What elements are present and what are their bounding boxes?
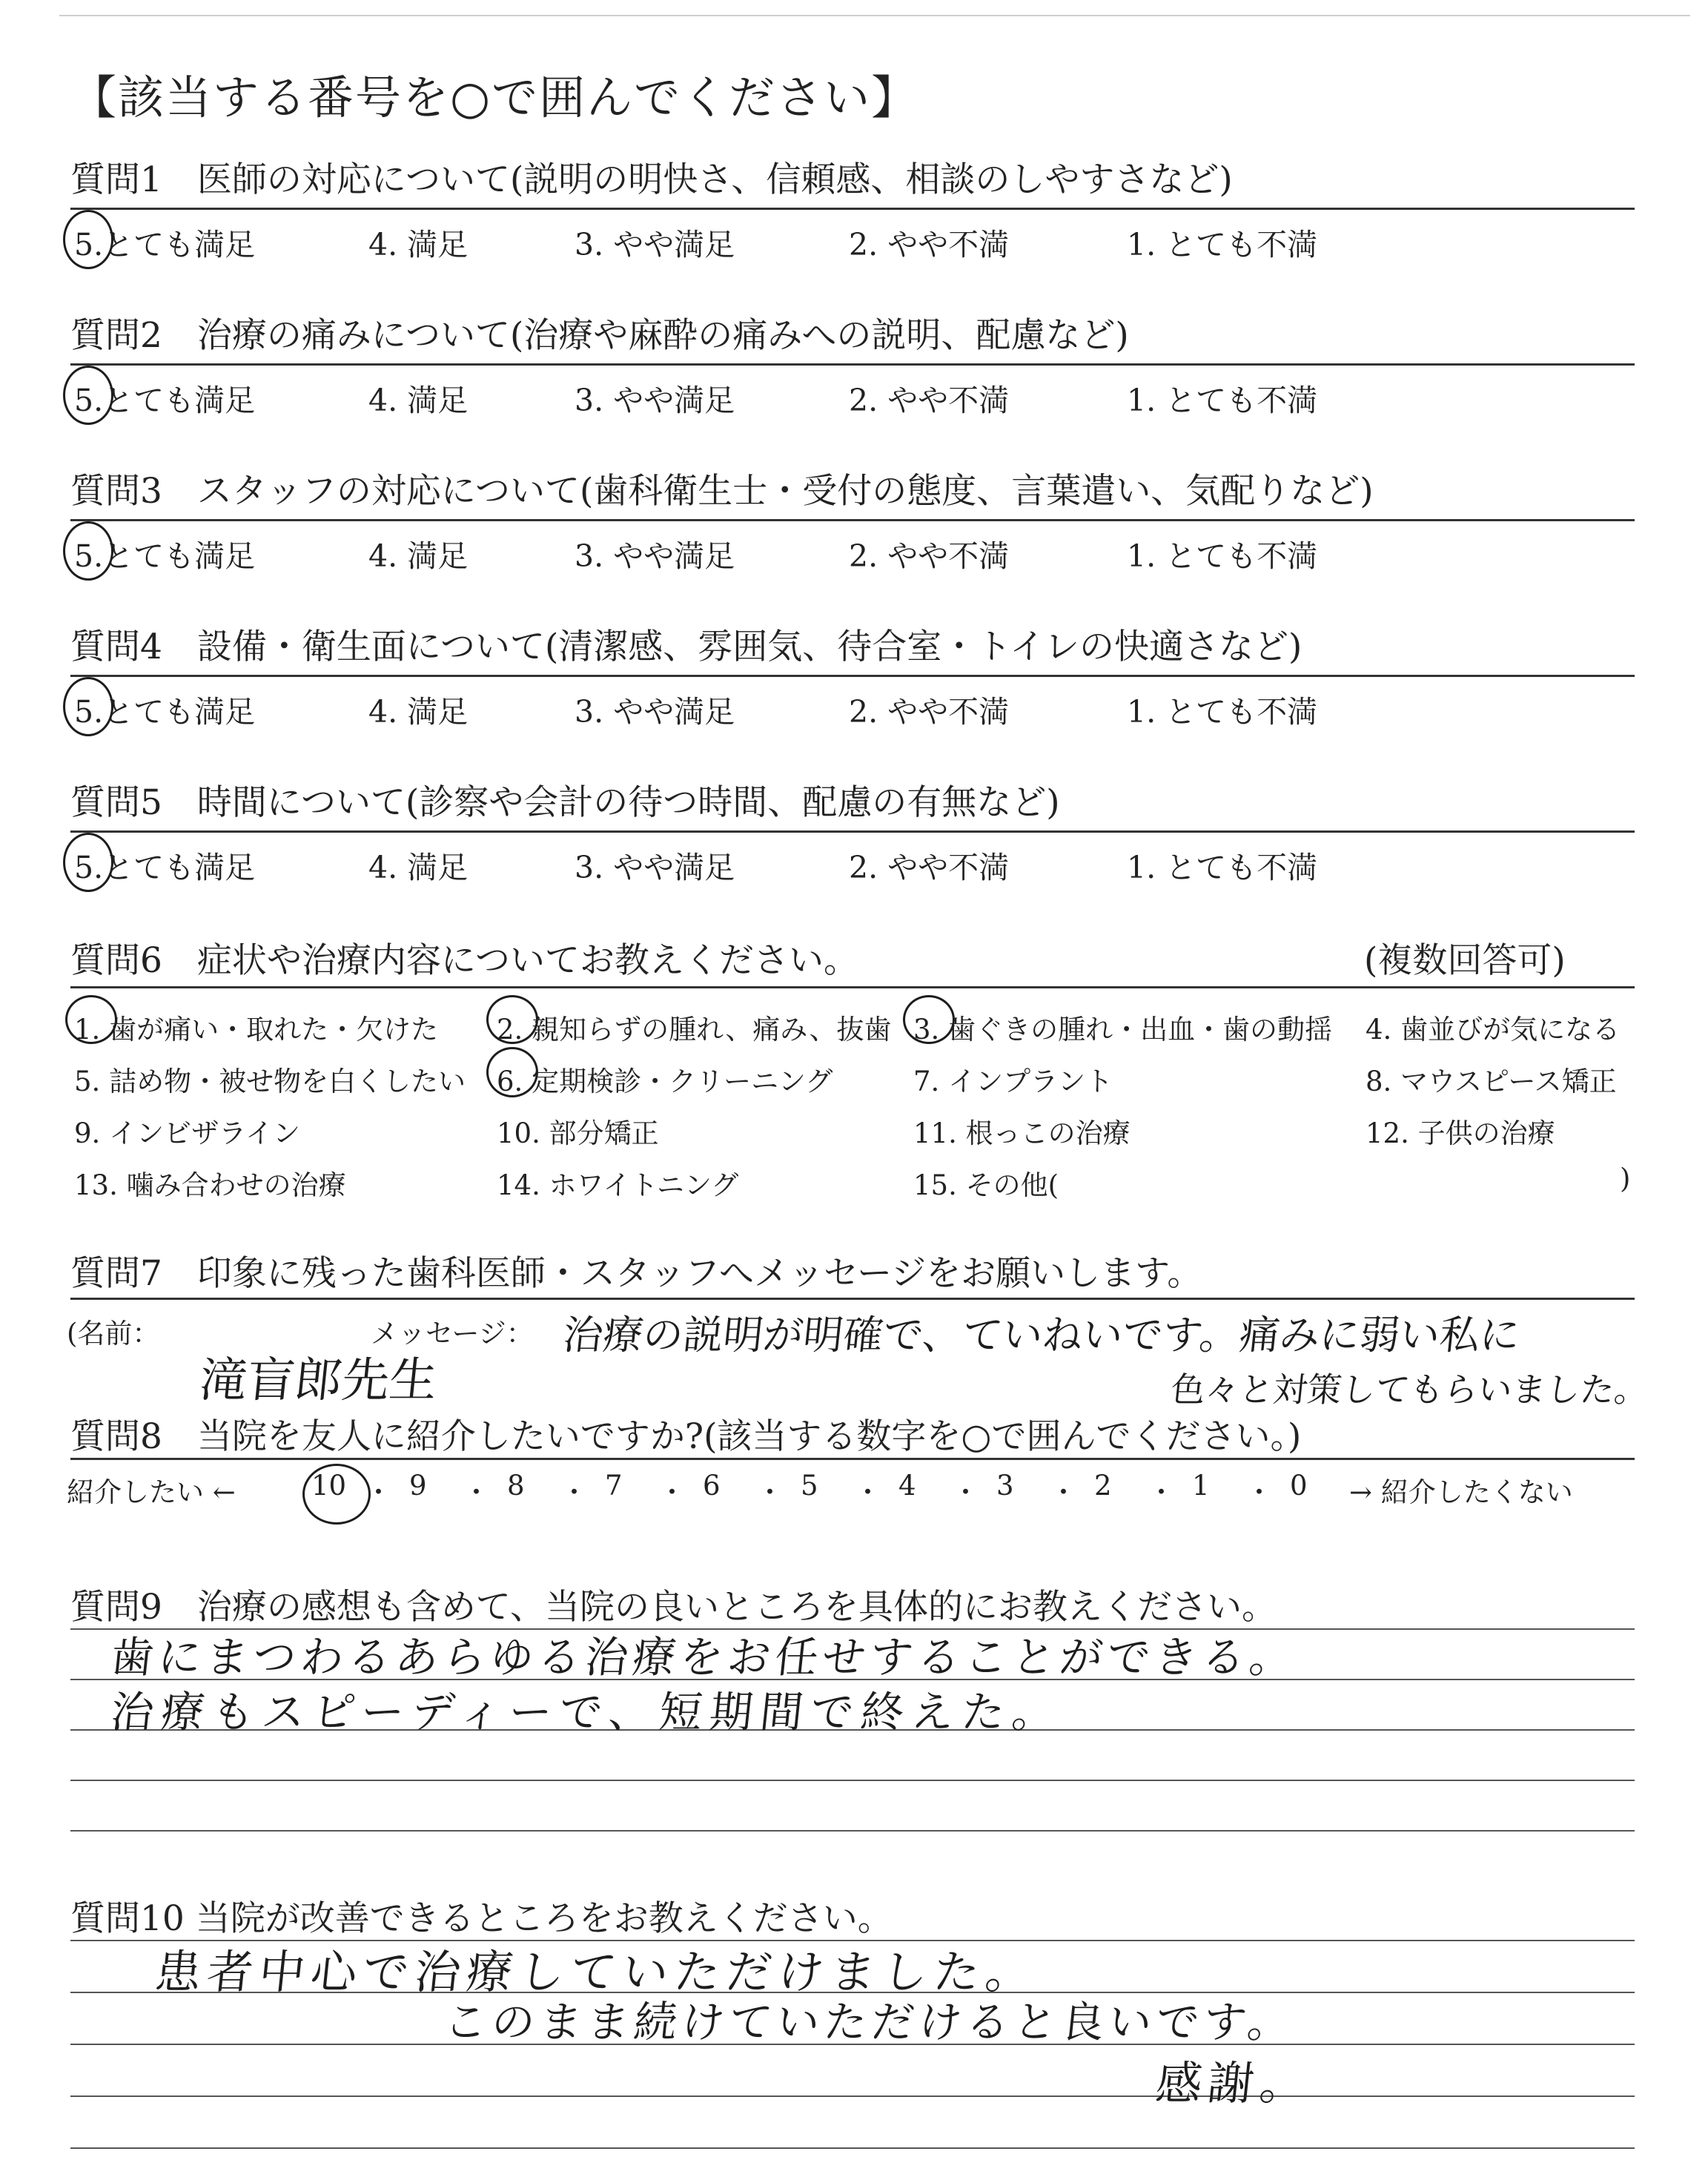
q5-option-4[interactable]: 4. 満足 [368,850,469,885]
q1-option-3[interactable]: 3. やや満足 [575,227,735,262]
q8-right-label: → 紹介したくない [1349,1476,1573,1508]
q2-option-5[interactable]: 5.とても満足 [74,383,256,418]
q3-option-5[interactable]: 5.とても満足 [74,538,256,574]
q9-line-4 [70,1780,1635,1781]
q8-left-label: 紹介したい ← [67,1476,236,1508]
q8-scale-8[interactable]: 8 [507,1470,525,1502]
q6-option-14[interactable]: 14. ホワイトニング [497,1169,739,1201]
q10-handwritten-line-2: このまま続けていただけると良いです。 [441,1997,1298,2047]
q3-option-2[interactable]: 2. やや不満 [849,538,1010,574]
q1-option-1[interactable]: 1. とても不満 [1127,227,1318,262]
q6-selection-circle-6 [486,1047,538,1097]
q8-scale-separator: ・ [952,1476,979,1508]
q8-scale-separator: ・ [1050,1476,1077,1508]
q3-title: 質問3 スタッフの対応について(歯科衛生士・受付の態度、言葉遣い、気配りなど) [70,471,1374,512]
q1-option-2[interactable]: 2. やや不満 [849,227,1010,262]
q4-option-5[interactable]: 5.とても満足 [74,694,256,730]
q7-title: 質問7 印象に残った歯科医師・スタッフへメッセージをお願いします。 [70,1253,1202,1294]
q9-line-5 [70,1830,1635,1832]
q4-title: 質問4 設備・衛生面について(清潔感、雰囲気、待合室・トイレの快適さなど) [70,627,1302,667]
q6-option-2[interactable]: 2. 親知らずの腫れ、痛み、抜歯 [497,1014,892,1046]
q8-scale-1[interactable]: 1 [1192,1470,1210,1502]
q7-name-label: (名前： [67,1318,160,1350]
q8-selection-circle [302,1464,371,1525]
q3-selection-circle [63,521,113,581]
q8-scale-5[interactable]: 5 [801,1470,818,1502]
q8-scale-separator: ・ [854,1476,881,1508]
q6-option-9[interactable]: 9. インビザライン [74,1117,300,1149]
q8-scale-separator: ・ [1148,1476,1175,1508]
q2-option-2[interactable]: 2. やや不満 [849,383,1010,418]
q6-option-1[interactable]: 1. 歯が痛い・取れた・欠けた [74,1014,439,1046]
q1-option-5[interactable]: 5.とても満足 [74,227,256,262]
q6-option-5[interactable]: 5. 詰め物・被せ物を白くしたい [74,1066,466,1097]
q8-scale-2[interactable]: 2 [1094,1470,1112,1502]
q6-option-11[interactable]: 11. 根っこの治療 [913,1117,1131,1149]
q8-scale-separator: ・ [756,1476,784,1508]
q10-line-4 [70,2095,1635,2097]
q6-option-7[interactable]: 7. インプラント [913,1066,1113,1097]
q5-option-2[interactable]: 2. やや不満 [849,850,1010,885]
q6-rule [70,986,1635,988]
q1-title: 質問1 医師の対応について(説明の明快さ、信頼感、相談のしやすさなど) [70,159,1233,200]
q8-scale-separator: ・ [1245,1476,1273,1508]
q8-title: 質問8 当院を友人に紹介したいですか?(該当する数字を○で囲んでください。) [70,1416,1302,1457]
q6-option-12[interactable]: 12. 子供の治療 [1366,1117,1555,1149]
q8-rule [70,1458,1635,1460]
q4-selection-circle [63,677,113,736]
q6-option-6[interactable]: 6. 定期検診・クリーニング [497,1066,833,1097]
q3-option-4[interactable]: 4. 満足 [368,538,469,574]
q8-scale-0[interactable]: 0 [1290,1470,1308,1502]
q9-handwritten-line-1: 歯にまつわるあらゆる治療をお任せすることができる。 [107,1632,1300,1682]
q6-option-4[interactable]: 4. 歯並びが気になる [1366,1014,1621,1046]
q9-handwritten-line-2: 治療もスピーディーで、短期間で終えた。 [107,1687,1065,1737]
q6-selection-circle-3 [903,995,955,1044]
q7-message-label: メッセージ： [371,1318,534,1350]
q8-scale-6[interactable]: 6 [703,1470,721,1502]
q5-rule [70,830,1635,833]
q2-option-1[interactable]: 1. とても不満 [1127,383,1318,418]
q8-scale-separator: ・ [560,1476,588,1508]
q2-option-4[interactable]: 4. 満足 [368,383,469,418]
q6-option-3[interactable]: 3. 歯ぐきの腫れ・出血・歯の動揺 [913,1014,1333,1046]
q8-scale-separator: ・ [658,1476,686,1508]
q10-handwritten-line-3: 感謝。 [1153,2056,1315,2110]
q7-handwritten-message-line2: 色々と対策してもらいました。 [1168,1370,1651,1410]
q10-line-5 [70,2147,1635,2149]
q5-title: 質問5 時間について(診察や会計の待つ時間、配慮の有無など) [70,782,1060,823]
q7-handwritten-message-line1: 治療の説明が明確で、ていねいです。痛みに弱い私に [560,1312,1523,1358]
q6-option-10[interactable]: 10. 部分矯正 [497,1117,659,1149]
q6-title: 質問6 症状や治療内容についてお教えください。 [70,940,858,981]
q4-option-4[interactable]: 4. 満足 [368,694,469,730]
q6-note: (複数回答可) [1364,940,1566,981]
q7-rule [70,1298,1635,1300]
q1-selection-circle [63,210,113,269]
q10-handwritten-line-1: 患者中心で治療していただけました。 [152,1945,1041,1999]
q9-title: 質問9 治療の感想も含めて、当院の良いところを具体的にお教えください。 [70,1587,1277,1628]
q4-option-3[interactable]: 3. やや満足 [575,694,735,730]
q3-rule [70,519,1635,521]
q3-option-1[interactable]: 1. とても不満 [1127,538,1318,574]
q1-rule [70,208,1635,210]
q6-selection-circle-1 [65,995,117,1044]
q6-option-15[interactable]: 15. その他( [913,1169,1059,1201]
q5-selection-circle [63,833,113,892]
q2-rule [70,363,1635,366]
q6-option-8[interactable]: 8. マウスピース矯正 [1366,1066,1617,1097]
q4-option-1[interactable]: 1. とても不満 [1127,694,1318,730]
q4-rule [70,675,1635,677]
q6-option-15-close: ) [1620,1163,1631,1195]
q8-scale-separator: ・ [463,1476,490,1508]
q8-scale-10[interactable]: 10 [311,1470,347,1502]
q2-title: 質問2 治療の痛みについて(治療や麻酔の痛みへの説明、配慮など) [70,315,1129,356]
q6-option-13[interactable]: 13. 噛み合わせの治療 [74,1169,346,1201]
q8-scale-3[interactable]: 3 [996,1470,1014,1502]
q8-scale-9[interactable]: 9 [409,1470,427,1502]
q1-option-4[interactable]: 4. 満足 [368,227,469,262]
q3-option-3[interactable]: 3. やや満足 [575,538,735,574]
q5-option-5[interactable]: 5.とても満足 [74,850,256,885]
q5-option-3[interactable]: 3. やや満足 [575,850,735,885]
q2-option-3[interactable]: 3. やや満足 [575,383,735,418]
q8-scale-7[interactable]: 7 [605,1470,623,1502]
q7-handwritten-name: 滝盲郎先生 [196,1353,440,1408]
q8-scale-separator: ・ [365,1476,392,1508]
page-header: 【該当する番号を○で囲んでください】 [70,70,919,125]
top-border [59,15,1690,16]
q4-option-2[interactable]: 2. やや不満 [849,694,1010,730]
q5-option-1[interactable]: 1. とても不満 [1127,850,1318,885]
q8-scale-4[interactable]: 4 [898,1470,916,1502]
q2-selection-circle [63,366,113,425]
q10-title: 質問10 当院が改善できるところをお教えください。 [70,1898,893,1939]
q6-selection-circle-2 [486,995,538,1044]
